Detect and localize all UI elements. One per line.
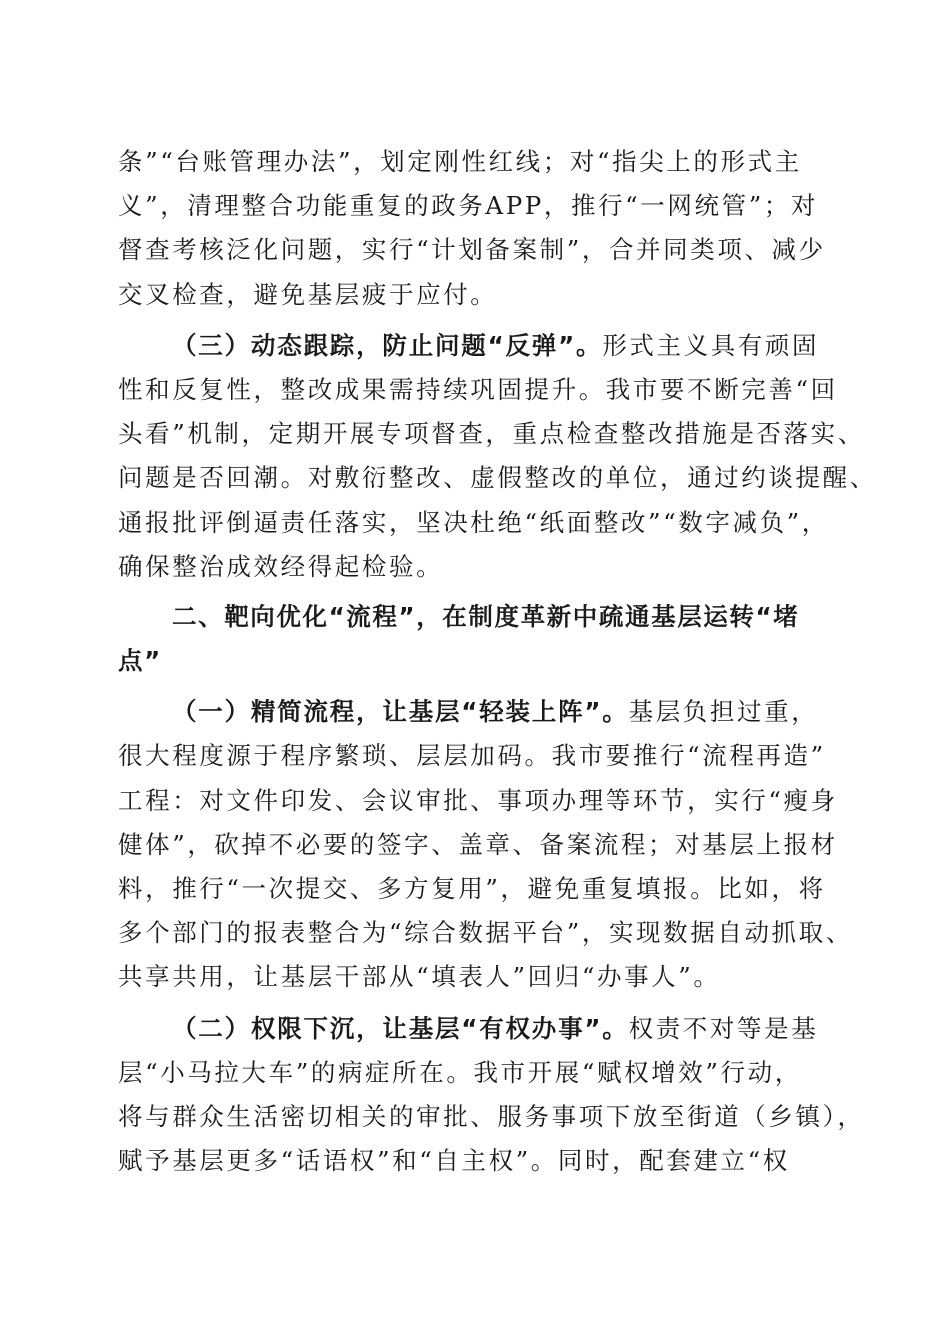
text-line: 交叉检查，避免基层疲于应付。 — [118, 279, 498, 309]
text-line: 赋予基层更多“话语权”和“自主权”。同时，配套建立“权 — [118, 1146, 790, 1176]
text-line: 健体”，砍掉不必要的签字、盖章、备案流程；对基层上报材 — [118, 829, 838, 859]
text-segment: 权责不对等是基 — [628, 1013, 819, 1043]
text-line: 问题是否回潮。对敷衍整改、虚假整改的单位，通过约谈提醒、 — [118, 463, 877, 493]
text-segment: 基层负担过重， — [628, 697, 819, 727]
section-heading-line: 二、靶向优化“流程”，在制度革新中疏通基层运转“堵 — [172, 601, 800, 631]
subsection-heading: （三）动态跟踪，防止问题“反弹”。 — [172, 330, 603, 360]
text-line: 通报批评倒逼责任落实，坚决杜绝“纸面整改”“数字减负”， — [118, 507, 829, 537]
text-line: 很大程度源于程序繁琐、层层加码。我市要推行“流程再造” — [118, 741, 826, 771]
text-line: 工程：对文件印发、会议审批、事项办理等环节，实行“瘦身 — [118, 785, 838, 815]
text-line: 头看”机制，定期开展专项督查，重点检查整改措施是否落实、 — [118, 419, 865, 449]
text-line: 义”，清理整合功能重复的政务APP，推行“一网统管”；对 — [118, 191, 819, 221]
subsection-heading: （一）精简流程，让基层“轻装上阵”。 — [172, 697, 629, 727]
document-body — [118, 140, 877, 1183]
text-line: 性和反复性，整改成果需持续巩固提升。我市要不断完善“回 — [118, 374, 838, 404]
paragraph-1 — [118, 140, 838, 317]
text-line: 多个部门的报表整合为“综合数据平台”，实现数据自动抓取、 — [118, 918, 853, 948]
section-heading-line: 点” — [118, 646, 162, 676]
section-heading — [118, 595, 838, 683]
text-line: 确保整治成效经得起检验。 — [118, 551, 444, 581]
text-line: 条”“台账管理办法”，划定刚性红线；对“指尖上的形式主 — [118, 147, 802, 176]
text-line — [118, 690, 838, 734]
text-line: 将与群众生活密切相关的审批、服务事项下放至街道（乡镇）， — [118, 1101, 865, 1131]
subsection-heading: （二）权限下沉，让基层“有权办事”。 — [172, 1013, 629, 1043]
text-line — [118, 1007, 838, 1051]
paragraph-4 — [118, 1007, 865, 1184]
text-segment: 形式主义具有顽固 — [602, 330, 820, 360]
paragraph-3 — [118, 690, 853, 999]
text-line: 料，推行“一次提交、多方复用”，避免重复填报。比如，将 — [118, 874, 826, 903]
paragraph-2 — [118, 324, 877, 589]
text-line — [118, 324, 838, 368]
text-line: 层“小马拉大车”的病症所在。我市开展“赋权增效”行动， — [118, 1057, 802, 1087]
text-line: 督查考核泛化问题，实行“计划备案制”，合并同类项、减少 — [118, 235, 826, 265]
text-line: 共享共用，让基层干部从“填表人”回归“办事人”。 — [118, 962, 721, 992]
